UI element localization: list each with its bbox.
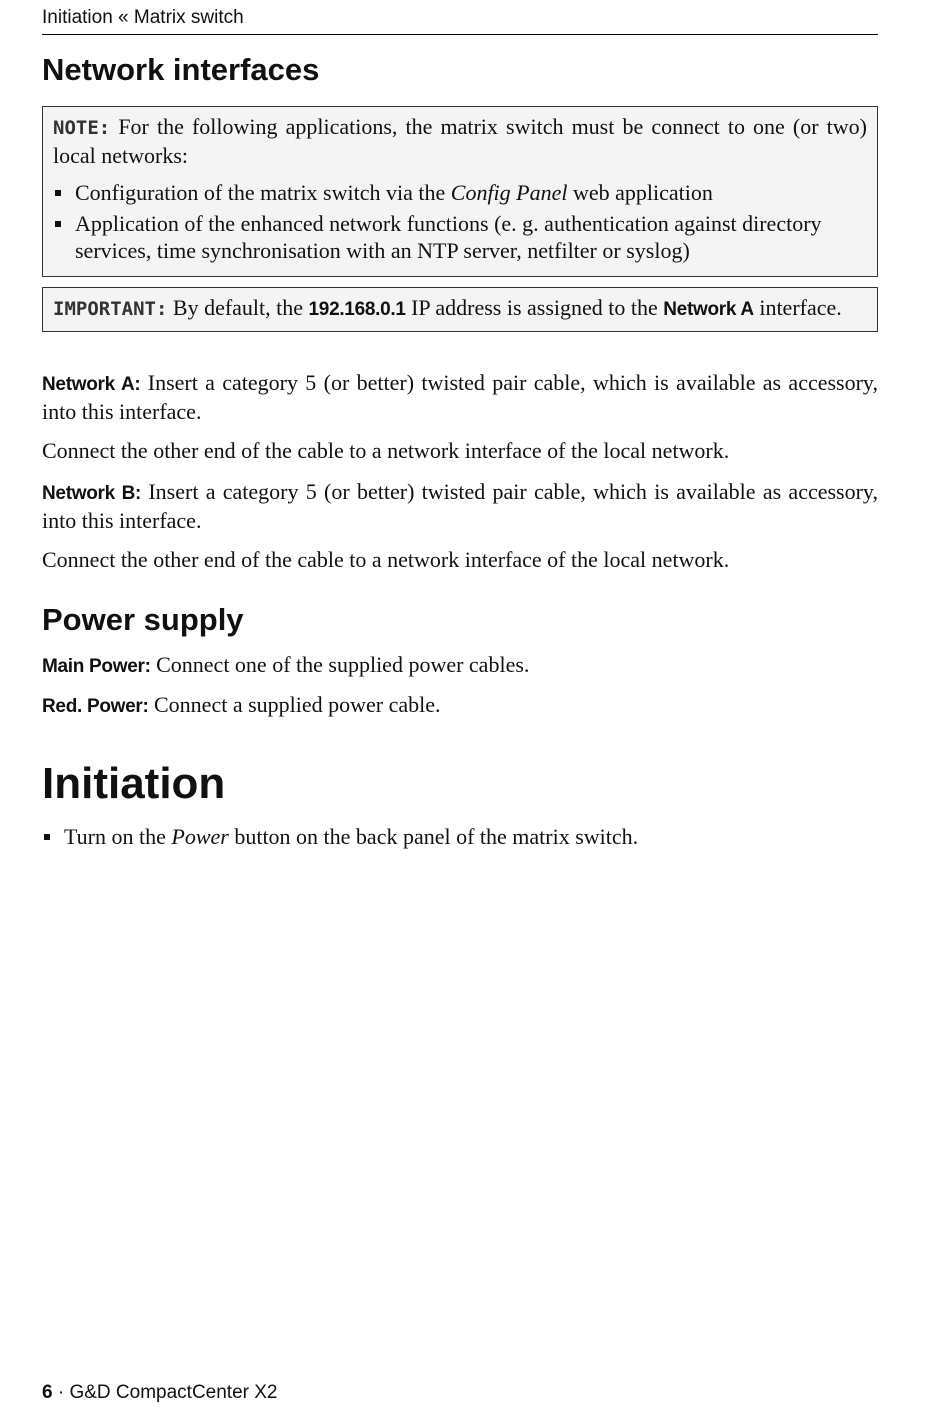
note-label: NOTE: — [53, 117, 111, 139]
document-page — [42, 0, 879, 1403]
list-item — [42, 823, 878, 850]
note-item-emphasis: Config Panel — [450, 180, 568, 205]
red-power-text: Connect a supplied power cable. — [154, 692, 441, 717]
note-item-text: Configuration of the matrix switch via the — [75, 180, 446, 205]
section-heading-power-supply: Power supply — [42, 602, 244, 637]
footer-separator: · — [52, 1382, 70, 1403]
main-power-paragraph — [42, 651, 878, 680]
important-box — [42, 287, 878, 332]
important-label: IMPORTANT: — [53, 298, 168, 320]
chapter-heading-initiation: Initiation — [42, 759, 226, 808]
network-a-text: Insert a category 5 (or better) twisted pair cable, which is available as accessory, into this interface. — [42, 370, 879, 424]
network-b-paragraph — [42, 478, 878, 534]
list-item — [53, 210, 867, 264]
red-power-label: Red. Power: — [42, 696, 149, 717]
main-power-label: Main Power: — [42, 656, 151, 677]
step-emphasis: Power — [171, 824, 229, 849]
interface-name: Network A — [663, 299, 754, 320]
network-a-connect: Connect the other end of the cable to a network interface of the local network. — [42, 438, 730, 463]
network-a-paragraph — [42, 369, 878, 425]
note-paragraph — [53, 113, 867, 169]
step-text: button on the back panel of the matrix switch. — [234, 824, 639, 849]
network-a-label: Network A: — [42, 374, 141, 395]
note-text: For the following applications, the matrix switch must be connect to one (or two) local networks: — [53, 114, 867, 168]
note-item-text: Application of the enhanced network functions (e. g. authentication against directory services, time synchronisation with an NTP server, netfilter or syslog) — [75, 211, 822, 263]
note-box — [42, 106, 878, 277]
product-name: G&D CompactCenter X2 — [69, 1382, 278, 1403]
note-list — [53, 179, 867, 264]
note-item-text: web application — [572, 180, 713, 205]
important-text: By default, the — [172, 295, 304, 320]
important-text: IP address is assigned to the — [411, 295, 658, 320]
network-b-label: Network B: — [42, 483, 142, 504]
step-text: Turn on the — [64, 824, 166, 849]
initiation-list — [42, 823, 878, 854]
red-power-paragraph — [42, 691, 878, 720]
ip-address: 192.168.0.1 — [308, 299, 406, 320]
list-item — [53, 179, 867, 206]
running-header: Initiation « Matrix switch — [42, 6, 878, 35]
main-power-text: Connect one of the supplied power cables. — [156, 652, 530, 677]
page-footer — [42, 1382, 278, 1404]
page-number: 6 — [42, 1382, 53, 1403]
network-b-connect: Connect the other end of the cable to a network interface of the local network. — [42, 547, 730, 572]
network-b-text: Insert a category 5 (or better) twisted pair cable, which is available as accessory, into this interface. — [42, 479, 879, 533]
important-text: interface. — [759, 295, 842, 320]
section-heading-network-interfaces: Network interfaces — [42, 52, 320, 87]
